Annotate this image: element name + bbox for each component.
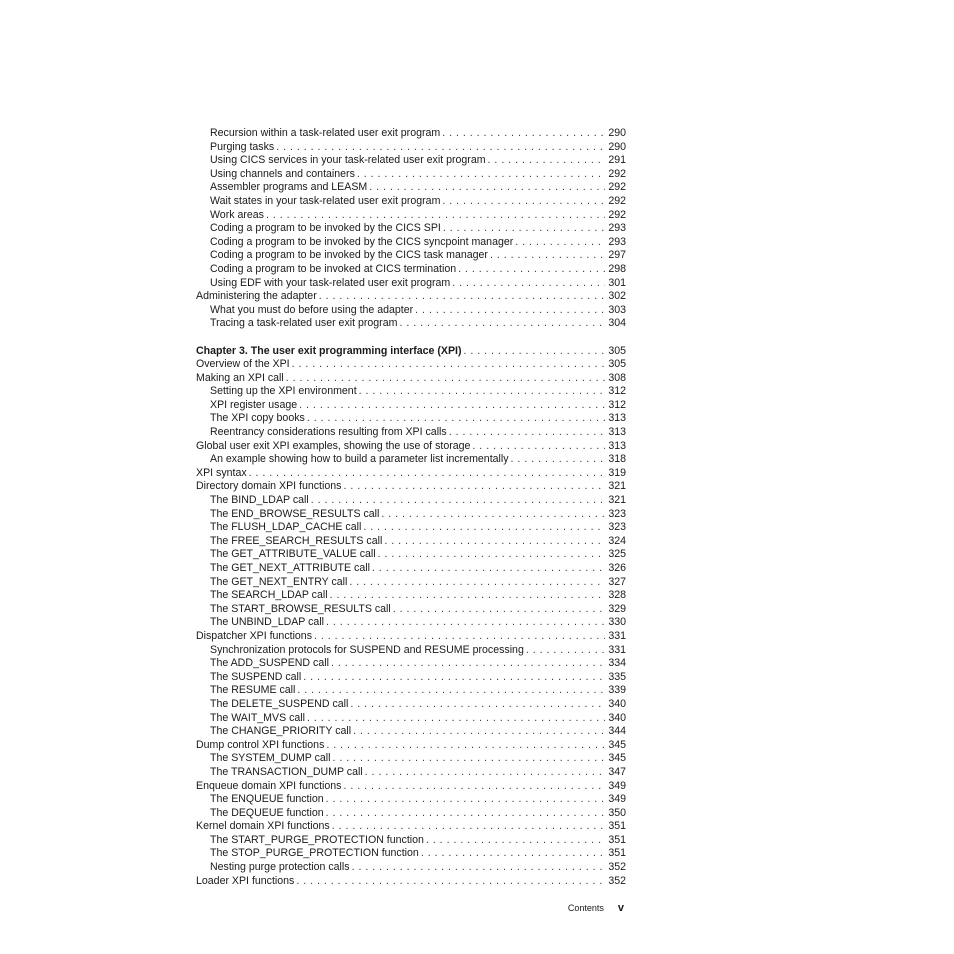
toc-entry[interactable] [196, 494, 626, 508]
toc-entry-title: The STOP_PURGE_PROTECTION function [210, 847, 419, 860]
dot-leader [330, 589, 605, 603]
toc-entry[interactable] [196, 657, 626, 671]
toc-entry-title: The END_BROWSE_RESULTS call [210, 507, 380, 520]
dot-leader [333, 752, 606, 766]
toc-entry-page: 329 [608, 602, 626, 615]
toc-entry-page: 351 [608, 833, 626, 846]
dot-leader [381, 508, 605, 522]
dot-leader [365, 766, 605, 780]
toc-entry-page: 312 [608, 385, 626, 398]
dot-leader [326, 807, 605, 821]
toc-entry[interactable] [196, 793, 626, 807]
dot-leader [307, 712, 605, 726]
dot-leader [314, 630, 605, 644]
toc-entry-page: 302 [608, 290, 626, 303]
toc-entry[interactable] [196, 603, 626, 617]
toc-entry-page: 339 [608, 684, 626, 697]
toc-entry-page: 301 [608, 276, 626, 289]
toc-entry-page: 352 [608, 861, 626, 874]
toc-entry-page: 340 [608, 711, 626, 724]
dot-leader [353, 725, 605, 739]
toc-entry-page: 290 [608, 127, 626, 139]
toc-entry-page: 328 [608, 589, 626, 602]
dot-leader [472, 440, 605, 454]
dot-leader [343, 480, 605, 494]
toc-entry-title: Using EDF with your task-related user exit program [210, 276, 451, 289]
toc-entry-title: Synchronization protocols for SUSPEND and RESUME processing [210, 643, 524, 656]
toc-entry-title: The SEARCH_LDAP call [210, 589, 328, 602]
toc-entry-page: 292 [608, 208, 626, 221]
toc-entry-title: Enqueue domain XPI functions [196, 779, 342, 792]
toc-entry-page: 323 [608, 507, 626, 520]
toc-entry-title: The ENQUEUE function [210, 793, 324, 806]
toc-entry-page: 350 [608, 806, 626, 819]
toc-entry[interactable] [196, 209, 626, 223]
dot-leader [332, 820, 605, 834]
dot-leader [490, 249, 605, 263]
dot-leader [296, 875, 605, 889]
toc-entry[interactable] [196, 399, 626, 413]
toc-entry-title: Chapter 3. The user exit programming interface (XPI) [196, 344, 462, 357]
dot-leader [426, 834, 605, 848]
toc-entry[interactable] [196, 644, 626, 658]
dot-leader [464, 345, 606, 359]
toc-entry[interactable] [196, 358, 626, 372]
toc-entry-title: Tracing a task-related user exit program [210, 317, 398, 330]
toc-entry-title: The START_BROWSE_RESULTS call [210, 602, 391, 615]
toc-entry-page: 345 [608, 752, 626, 765]
toc-entry[interactable] [196, 277, 626, 291]
toc-entry-title: XPI register usage [210, 398, 298, 411]
dot-leader [266, 209, 605, 223]
dot-leader [363, 521, 605, 535]
toc-entry-page: 335 [608, 670, 626, 683]
toc-entry[interactable] [196, 576, 626, 590]
toc-entry-page: 312 [608, 398, 626, 411]
toc-entry-title: The GET_NEXT_ENTRY call [210, 575, 348, 588]
dot-leader [384, 535, 605, 549]
dot-leader [357, 168, 605, 182]
toc-entry[interactable] [196, 385, 626, 399]
toc-entry[interactable] [196, 440, 626, 454]
toc-entry[interactable] [196, 195, 626, 209]
toc-entry-title: Coding a program to be invoked at CICS termination [210, 262, 457, 275]
toc-entry[interactable] [196, 766, 626, 780]
dot-leader [372, 562, 605, 576]
toc-entry[interactable] [196, 562, 626, 576]
footer-section-label: Contents [567, 903, 604, 913]
toc-chapter-entry[interactable] [196, 345, 626, 359]
toc-entry-page: 321 [608, 494, 626, 507]
toc-entry[interactable] [196, 467, 626, 481]
toc-entry-title: The DEQUEUE function [210, 806, 324, 819]
dot-leader [511, 453, 605, 467]
dot-leader [319, 290, 605, 304]
toc-entry-page: 321 [608, 480, 626, 493]
toc-entry[interactable] [196, 548, 626, 562]
toc-entry-page: 349 [608, 779, 626, 792]
toc-entry[interactable] [196, 875, 626, 889]
toc-entry-page: 323 [608, 521, 626, 534]
toc-entry-page: 290 [608, 140, 626, 153]
toc-entry-title: Making an XPI call [196, 371, 284, 384]
toc-entry-page: 298 [608, 262, 626, 275]
toc-entry[interactable] [196, 290, 626, 304]
toc-entry-page: 291 [608, 154, 626, 167]
toc-entry-title: Purging tasks [210, 140, 275, 153]
dot-leader [326, 616, 605, 630]
toc-entry-page: 305 [608, 344, 626, 357]
toc-entry[interactable] [196, 725, 626, 739]
toc-entry-title: The GET_ATTRIBUTE_VALUE call [210, 548, 376, 561]
toc-entry[interactable] [196, 535, 626, 549]
dot-leader [449, 426, 605, 440]
toc-entry-title: The GET_NEXT_ATTRIBUTE call [210, 562, 370, 574]
toc-entry-page: 331 [608, 629, 626, 642]
dot-leader [326, 739, 605, 753]
toc-entry-title: Assembler programs and LEASM [210, 181, 368, 194]
dot-leader [299, 399, 605, 413]
toc-entry-title: Reentrancy considerations resulting from XPI calls [210, 426, 447, 439]
toc-entry-page: 305 [608, 358, 626, 371]
toc-entry-title: Coding a program to be invoked by the CICS SPI [210, 222, 441, 235]
toc-entry[interactable] [196, 181, 626, 195]
toc-entry[interactable] [196, 712, 626, 726]
toc-entry[interactable] [196, 480, 626, 494]
toc-entry[interactable] [196, 453, 626, 467]
toc-entry-page: 326 [608, 562, 626, 574]
toc-entry[interactable] [196, 304, 626, 318]
page-footer [568, 902, 624, 914]
toc-entry[interactable] [196, 752, 626, 766]
dot-leader [343, 780, 605, 794]
toc-entry-title: XPI syntax [196, 466, 247, 479]
dot-leader [303, 671, 605, 685]
toc-entry-page: 292 [608, 194, 626, 207]
toc-entry-page: 349 [608, 793, 626, 806]
dot-leader [352, 861, 605, 875]
toc-entry-page: 308 [608, 371, 626, 384]
toc-entry[interactable] [196, 317, 626, 331]
dot-leader [307, 412, 605, 426]
toc-entry-page: 330 [608, 616, 626, 629]
toc-entry-title: Setting up the XPI environment [210, 385, 357, 398]
toc-entry-title: The SYSTEM_DUMP call [210, 752, 331, 765]
toc-entry-title: The FLUSH_LDAP_CACHE call [210, 521, 362, 534]
toc-entry-title: The DELETE_SUSPEND call [210, 697, 349, 710]
toc-entry-title: Dispatcher XPI functions [196, 629, 312, 642]
toc-entry-title: The UNBIND_LDAP call [210, 616, 325, 629]
toc-entry-page: 313 [608, 426, 626, 439]
dot-leader [415, 304, 605, 318]
dot-leader [442, 195, 605, 209]
toc-entry[interactable] [196, 263, 626, 277]
toc-entry[interactable] [196, 141, 626, 155]
dot-leader [393, 603, 605, 617]
toc-entry-page: 340 [608, 697, 626, 710]
toc-entry-title: Nesting purge protection calls [210, 861, 350, 874]
toc-entry-page: 351 [608, 820, 626, 833]
toc-entry-page: 334 [608, 657, 626, 670]
toc-entry-page: 297 [608, 249, 626, 262]
toc-entry[interactable] [196, 630, 626, 644]
toc-entry[interactable] [196, 698, 626, 712]
toc-entry[interactable] [196, 739, 626, 753]
dot-leader [452, 277, 605, 291]
toc-entry-page: 318 [608, 453, 626, 466]
toc-entry[interactable] [196, 671, 626, 685]
toc-entry[interactable] [196, 684, 626, 698]
toc-entry-page: 351 [608, 847, 626, 860]
toc-entry-title: An example showing how to build a parameter list incrementally [210, 453, 509, 466]
table-of-contents [196, 127, 626, 888]
toc-entry-page: 345 [608, 738, 626, 751]
toc-entry-page: 344 [608, 725, 626, 738]
toc-entry-page: 352 [608, 874, 626, 887]
dot-leader [359, 385, 605, 399]
toc-entry-page: 292 [608, 181, 626, 194]
toc-entry[interactable] [196, 154, 626, 168]
dot-leader [421, 847, 605, 861]
toc-entry-title: The CHANGE_PRIORITY call [210, 725, 352, 738]
toc-entry-page: 293 [608, 222, 626, 235]
toc-entry-page: 324 [608, 534, 626, 547]
dot-leader [286, 372, 605, 386]
dot-leader [350, 698, 605, 712]
toc-entry-title: Dump control XPI functions [196, 738, 325, 751]
dot-leader [369, 181, 605, 195]
toc-entry-title: Loader XPI functions [196, 874, 295, 887]
toc-entry-title: Kernel domain XPI functions [196, 820, 330, 833]
toc-entry-page: 325 [608, 548, 626, 561]
toc-entry-title: Work areas [210, 208, 264, 221]
toc-entry-page: 292 [608, 167, 626, 180]
toc-entry-title: The BIND_LDAP call [210, 494, 309, 507]
dot-leader [442, 127, 605, 141]
dot-leader [399, 317, 605, 331]
toc-entry[interactable] [196, 249, 626, 263]
toc-entry-title: The RESUME call [210, 684, 296, 697]
toc-entry-title: The ADD_SUSPEND call [210, 657, 329, 670]
toc-entry-page: 313 [608, 412, 626, 425]
toc-entry-title: The WAIT_MVS call [210, 711, 305, 724]
toc-entry-title: Coding a program to be invoked by the CICS task manager [210, 249, 488, 262]
toc-entry-title: The FREE_SEARCH_RESULTS call [210, 534, 383, 547]
toc-entry[interactable] [196, 616, 626, 630]
dot-leader [331, 657, 605, 671]
toc-entry-page: 304 [608, 317, 626, 330]
toc-entry[interactable] [196, 820, 626, 834]
toc-entry-page: 347 [608, 765, 626, 778]
page-number: v [617, 902, 624, 914]
toc-entry-title: What you must do before using the adapter [210, 303, 414, 316]
dot-leader [526, 644, 605, 658]
toc-entry[interactable] [196, 847, 626, 861]
toc-entry[interactable] [196, 127, 626, 141]
dot-leader [292, 358, 605, 372]
toc-entry[interactable] [196, 222, 626, 236]
dot-leader [349, 576, 605, 590]
toc-entry-title: Administering the adapter [196, 290, 317, 303]
toc-entry-title: Global user exit XPI examples, showing the use of storage [196, 439, 471, 452]
toc-entry[interactable] [196, 834, 626, 848]
toc-entry-title: Recursion within a task-related user exit program [210, 127, 441, 139]
toc-entry-page: 319 [608, 466, 626, 479]
toc-entry-title: Coding a program to be invoked by the CICS syncpoint manager [210, 235, 514, 248]
toc-entry-page: 331 [608, 643, 626, 656]
toc-entry[interactable] [196, 589, 626, 603]
dot-leader [326, 793, 605, 807]
dot-leader [297, 684, 605, 698]
toc-entry-title: The START_PURGE_PROTECTION function [210, 833, 424, 846]
toc-entry[interactable] [196, 861, 626, 875]
toc-entry-page: 313 [608, 439, 626, 452]
toc-entry-title: Using CICS services in your task-related user exit program [210, 154, 486, 167]
toc-entry-title: The TRANSACTION_DUMP call [210, 765, 363, 778]
toc-entry-title: Overview of the XPI [196, 358, 290, 371]
dot-leader [249, 467, 605, 481]
toc-entry-page: 303 [608, 303, 626, 316]
toc-entry[interactable] [196, 508, 626, 522]
toc-entry-title: Using channels and containers [210, 167, 355, 180]
dot-leader [488, 154, 605, 168]
toc-entry[interactable] [196, 168, 626, 182]
toc-entry[interactable] [196, 780, 626, 794]
toc-entry-page: 293 [608, 235, 626, 248]
toc-entry[interactable] [196, 426, 626, 440]
dot-leader [378, 548, 605, 562]
dot-leader [515, 236, 605, 250]
dot-leader [443, 222, 605, 236]
dot-leader [276, 141, 605, 155]
dot-leader [458, 263, 605, 277]
toc-entry[interactable] [196, 236, 626, 250]
dot-leader [311, 494, 605, 508]
toc-entry-title: The XPI copy books [210, 412, 305, 425]
toc-entry-title: Wait states in your task-related user exit program [210, 194, 441, 207]
toc-entry[interactable] [196, 412, 626, 426]
toc-entry-title: Directory domain XPI functions [196, 480, 342, 493]
toc-entry[interactable] [196, 372, 626, 386]
toc-entry[interactable] [196, 807, 626, 821]
toc-entry[interactable] [196, 521, 626, 535]
toc-entry-page: 327 [608, 575, 626, 588]
toc-entry-title: The SUSPEND call [210, 670, 302, 683]
